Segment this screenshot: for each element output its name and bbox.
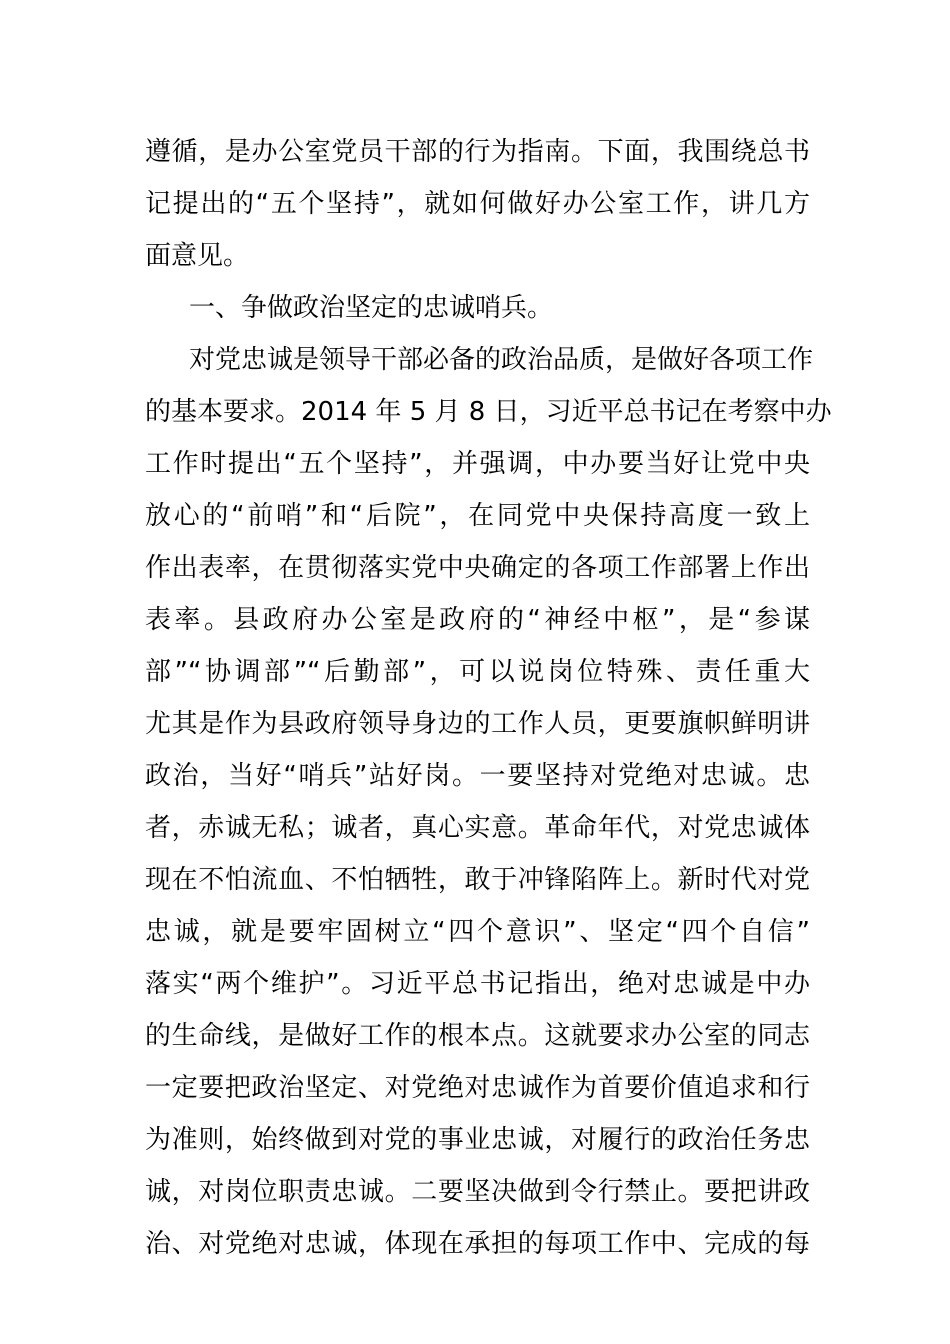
text-line: 政治，当好“哨兵”站好岗。一要坚持对党绝对忠诚。忠 — [145, 761, 810, 791]
text-line: 一定要把政治坚定、对党绝对忠诚作为首要价值追求和行 — [145, 1073, 810, 1103]
text-line: 者，赤诚无私；诚者，真心实意。革命年代，对党忠诚体 — [145, 813, 810, 843]
text-line: 为准则，始终做到对党的事业忠诚，对履行的政治任务忠 — [145, 1125, 810, 1155]
section-heading: 一、争做政治坚定的忠诚哨兵。 — [189, 293, 554, 323]
text-line: 落实“两个维护”。习近平总书记指出，绝对忠诚是中办 — [145, 969, 810, 999]
text-line: 部”“协调部”“后勤部”，可以说岗位特殊、责任重大 — [145, 657, 810, 687]
text-line: 治、对党绝对忠诚，体现在承担的每项工作中、完成的每 — [145, 1229, 810, 1259]
text-line: 忠诚，就是要牢固树立“四个意识”、坚定“四个自信” — [145, 917, 810, 947]
text-line: 尤其是作为县政府领导身边的工作人员，更要旗帜鲜明讲 — [145, 709, 810, 739]
text-line: 现在不怕流血、不怕牺牲，敢于冲锋陷阵上。新时代对党 — [145, 865, 810, 895]
text-line: 诚，对岗位职责忠诚。二要坚决做到令行禁止。要把讲政 — [145, 1177, 810, 1207]
text-line: 记提出的“五个坚持”，就如何做好办公室工作，讲几方 — [145, 189, 810, 219]
text-line: 面意见。 — [145, 241, 250, 271]
body-text — [145, 126, 832, 1270]
text-line: 的基本要求。2014 年 5 月 8 日，习近平总书记在考察中办 — [145, 397, 832, 427]
text-line: 表率。县政府办公室是政府的“神经中枢”，是“参谋 — [145, 605, 810, 635]
text-line: 对党忠诚是领导干部必备的政治品质，是做好各项工作 — [189, 345, 814, 375]
text-line: 遵循，是办公室党员干部的行为指南。下面，我围绕总书 — [145, 137, 810, 167]
text-line: 的生命线，是做好工作的根本点。这就要求办公室的同志 — [145, 1021, 810, 1051]
text-line: 工作时提出“五个坚持”，并强调，中办要当好让党中央 — [145, 449, 810, 479]
text-line: 作出表率，在贯彻落实党中央确定的各项工作部署上作出 — [145, 553, 810, 583]
text-line: 放心的“前哨”和“后院”，在同党中央保持高度一致上 — [145, 501, 810, 531]
